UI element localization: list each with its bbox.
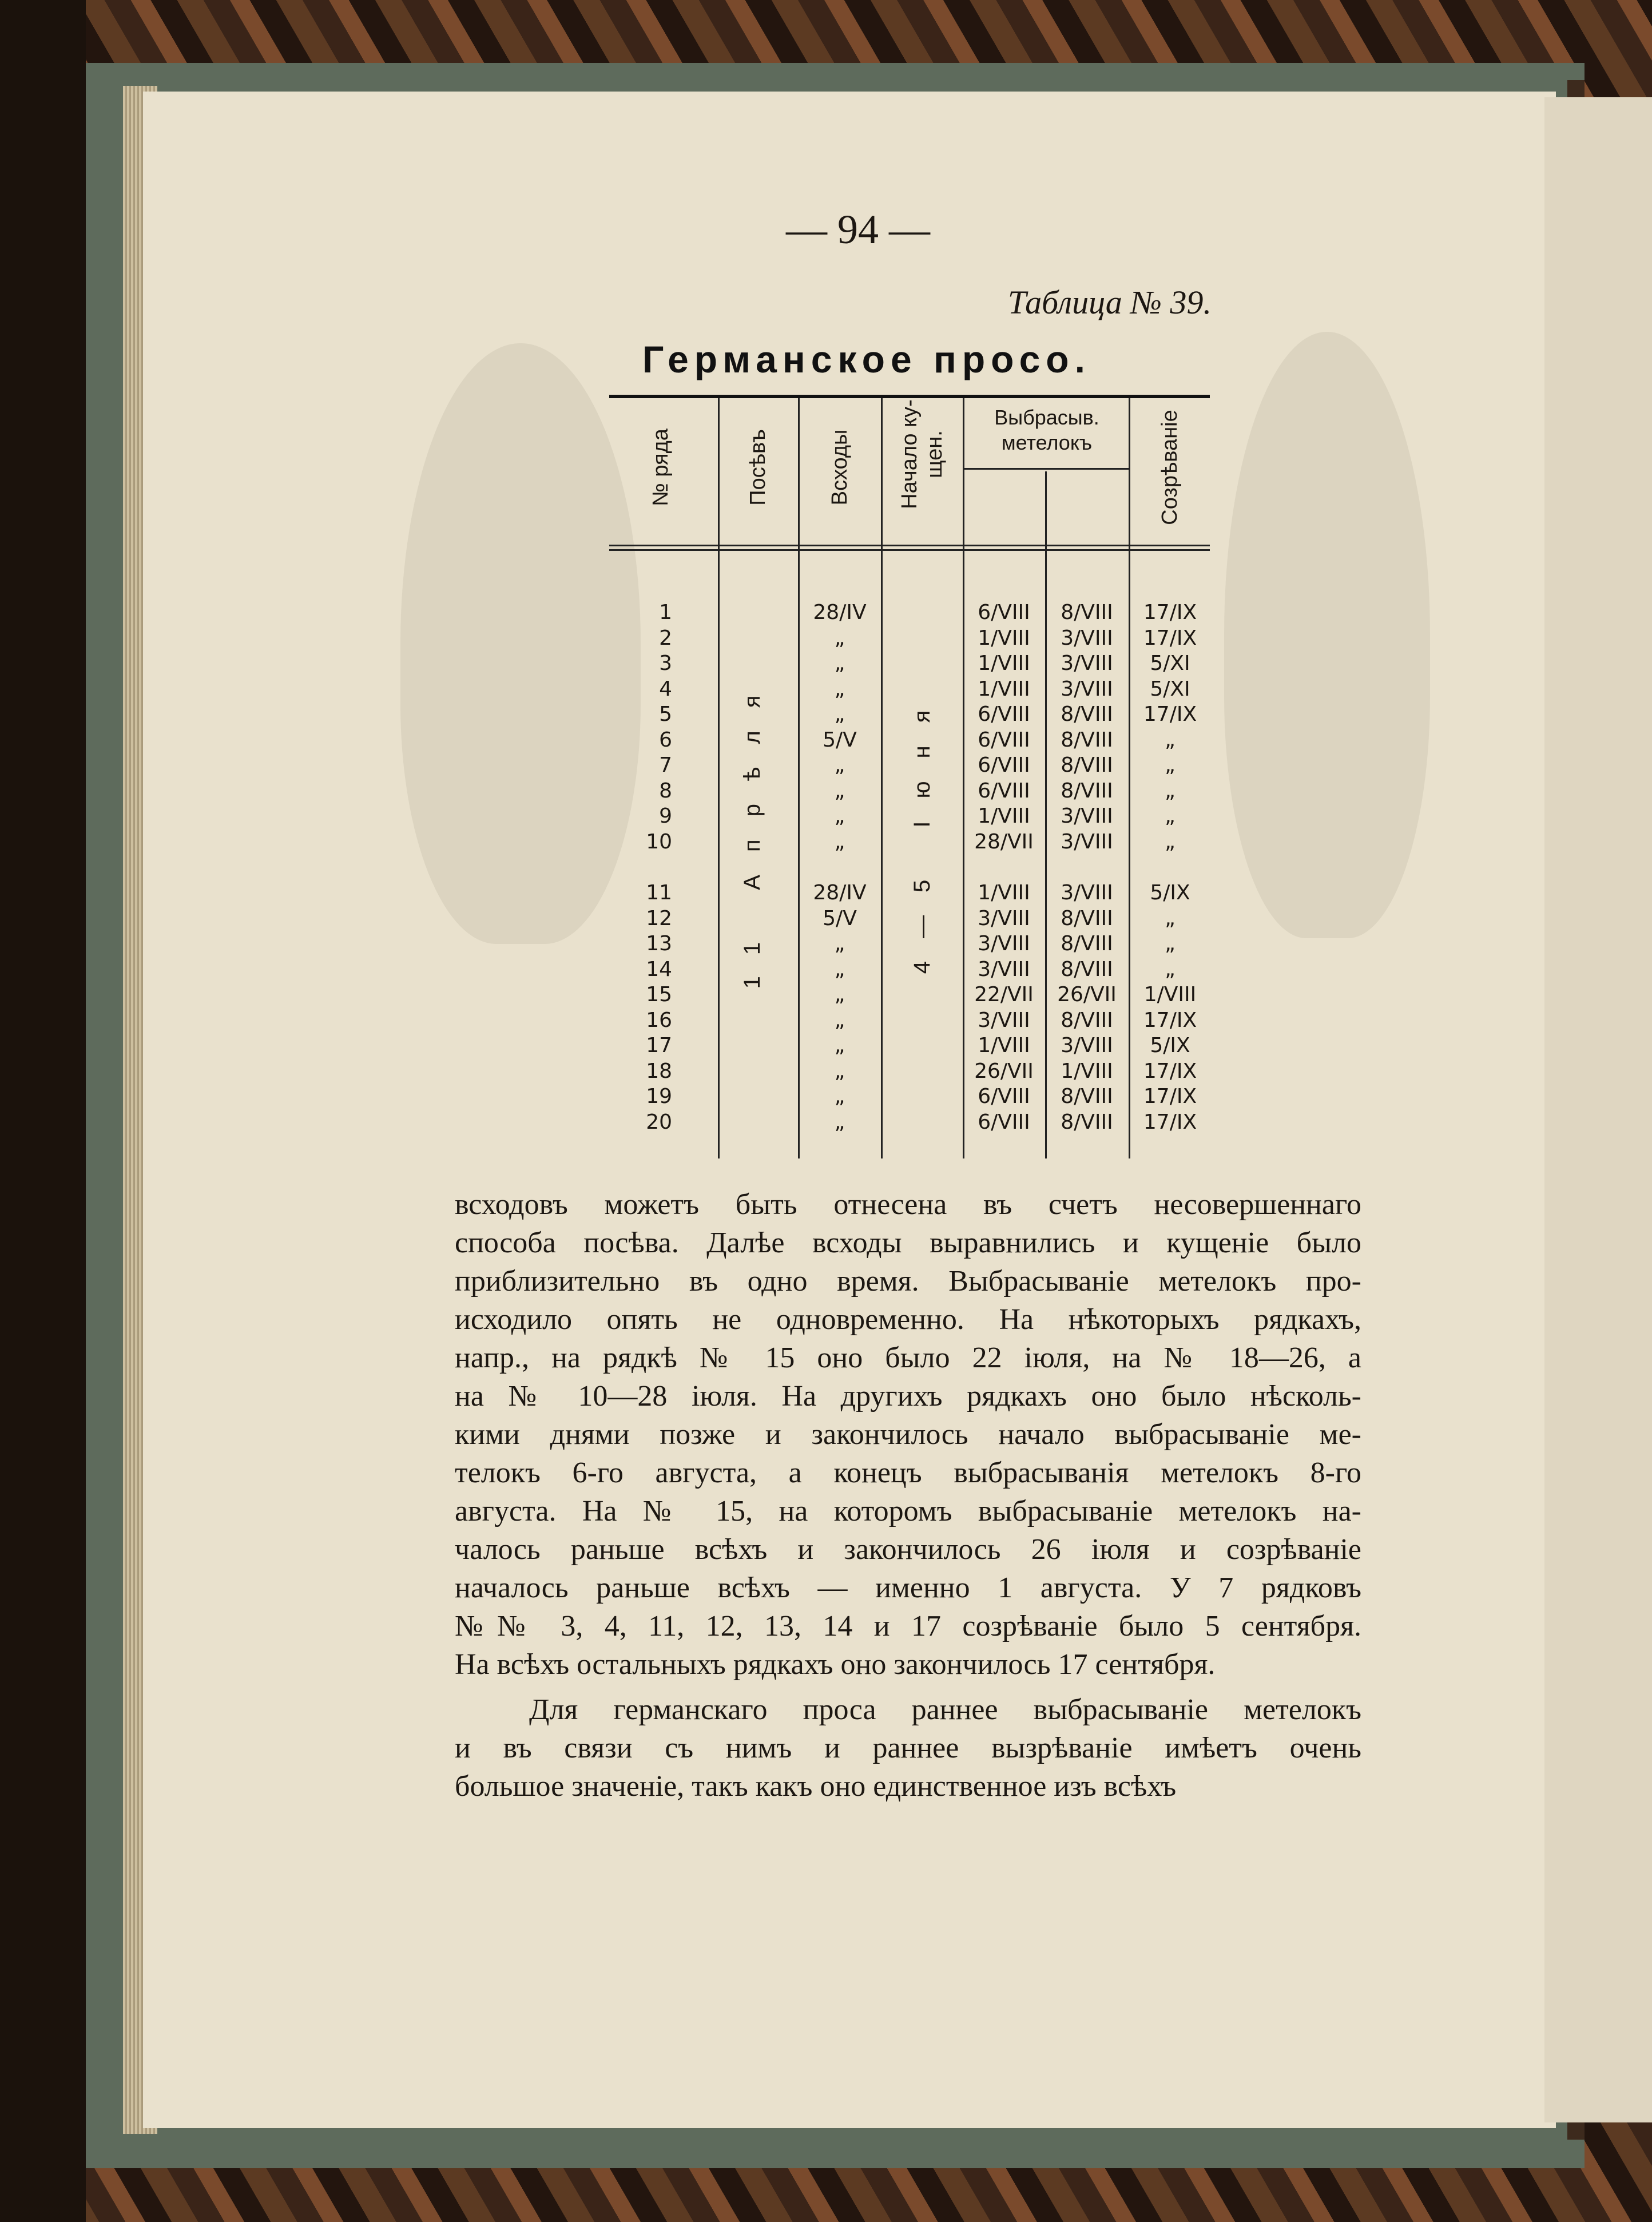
table-cell-sprouts: „ — [834, 983, 845, 1006]
table-cell-ripe: 17/IX — [1143, 1008, 1197, 1032]
table-cell-p2: 3/VIII — [1061, 830, 1113, 854]
table-cell-n: 6 — [659, 728, 672, 752]
table-cell-p2: 8/VIII — [1061, 753, 1113, 777]
table-cell-ripe: 5/XI — [1150, 652, 1190, 675]
table-cell-p2: 3/VIII — [1061, 1034, 1113, 1057]
data-table — [609, 395, 1210, 1158]
text-line: способа посѣва. Далѣе всходы выравнились и кущеніе было — [455, 1227, 1361, 1259]
text-line: всходовъ можетъ быть отнесена въ счетъ несовершеннаго — [455, 1188, 1361, 1221]
table-cell-ripe: 17/IX — [1143, 626, 1197, 650]
column-rule — [881, 398, 883, 1158]
text-line: исходило опять не одновременно. На нѣкоторыхъ рядкахъ, — [455, 1303, 1361, 1336]
table-cell-p2: 8/VIII — [1061, 1085, 1113, 1108]
text-line: началось раньше всѣхъ — именно 1 августа. У 7 рядковъ — [455, 1572, 1361, 1604]
table-cell-ripe: 17/IX — [1143, 703, 1197, 726]
table-cell-sprouts: „ — [834, 1008, 845, 1032]
table-cell-p1: 3/VIII — [978, 957, 1030, 981]
column-rule — [718, 398, 720, 1158]
table-cell-p1: 28/VII — [974, 830, 1034, 854]
table-cell-sprouts: 5/V — [823, 728, 857, 752]
table-cell-ripe: 17/IX — [1143, 1059, 1197, 1083]
text-line: Для германскаго проса раннее выбрасываніе метелокъ — [529, 1693, 1361, 1726]
table-cell-sprouts: „ — [834, 932, 845, 955]
text-line: большое значеніе, такъ какъ оно единственное изъ всѣхъ — [455, 1770, 1177, 1803]
bleedthrough-shape — [400, 343, 641, 944]
text-line: августа. На № 15, на которомъ выбрасываніе метелокъ на- — [455, 1495, 1361, 1527]
text-line: кими днями позже и закончилось начало выбрасываніе ме- — [455, 1418, 1361, 1451]
table-cell-p2: 8/VIII — [1061, 1008, 1113, 1032]
table-cell-p1: 6/VIII — [978, 728, 1030, 752]
table-number: Таблица № 39. — [1007, 284, 1212, 321]
table-cell-n: 1 — [659, 601, 672, 624]
table-cell-ripe: 17/IX — [1143, 1110, 1197, 1134]
table-cell-sprouts: „ — [834, 1034, 845, 1057]
table-cell-ripe: 17/IX — [1143, 601, 1197, 624]
table-cell-p2: 3/VIII — [1061, 881, 1113, 904]
text-line: на № 10—28 іюля. На другихъ рядкахъ оно было нѣсколь- — [455, 1380, 1361, 1412]
table-cell-sprouts: 28/IV — [813, 881, 867, 904]
table-cell-ripe: 5/IX — [1150, 881, 1190, 904]
table-cell-ripe: „ — [1165, 957, 1176, 981]
header-row-no: № ряда — [649, 428, 673, 506]
text-line: чалось раньше всѣхъ и закончилось 26 іюля и созрѣваніе — [455, 1533, 1361, 1566]
table-cell-ripe: „ — [1165, 906, 1176, 930]
table-cell-n: 15 — [646, 983, 672, 1006]
text-line: и въ связи съ нимъ и раннее вызрѣваніе имѣетъ очень — [455, 1732, 1361, 1764]
tillering-date-vertical: 4—5 Іюня — [910, 687, 935, 974]
table-cell-sprouts: „ — [834, 804, 845, 828]
table-cell-p1: 3/VIII — [978, 932, 1030, 955]
table-cell-p1: 22/VII — [974, 983, 1034, 1006]
table-cell-sprouts: „ — [834, 779, 845, 803]
table-cell-sprouts: „ — [834, 1110, 845, 1134]
text-line: №№ 3, 4, 11, 12, 13, 14 и 17 созрѣваніе было 5 сентября. — [455, 1610, 1361, 1642]
table-cell-p1: 26/VII — [974, 1059, 1034, 1083]
table-title: Германское просо. — [642, 338, 1091, 380]
facing-page-edge — [1544, 97, 1652, 2122]
table-cell-n: 20 — [646, 1110, 672, 1134]
table-cell-p1: 3/VIII — [978, 906, 1030, 930]
table-cell-n: 2 — [659, 626, 672, 650]
table-cell-p2: 3/VIII — [1061, 677, 1113, 701]
table-cell-p1: 6/VIII — [978, 753, 1030, 777]
table-cell-p2: 3/VIII — [1061, 804, 1113, 828]
table-cell-p1: 6/VIII — [978, 601, 1030, 624]
table-cell-n: 16 — [646, 1008, 672, 1032]
table-cell-p2: 8/VIII — [1061, 906, 1113, 930]
text-line: напр., на рядкѣ № 15 оно было 22 іюля, на № 18—26, а — [455, 1342, 1361, 1374]
table-cell-ripe: 17/IX — [1143, 1085, 1197, 1108]
table-cell-ripe: 5/IX — [1150, 1034, 1190, 1057]
table-cell-p1: 1/VIII — [978, 677, 1030, 701]
table-cell-p2: 26/VII — [1057, 983, 1117, 1006]
table-cell-p1: 1/VIII — [978, 804, 1030, 828]
table-cell-n: 14 — [646, 957, 672, 981]
table-cell-ripe: „ — [1165, 753, 1176, 777]
table-cell-ripe: „ — [1165, 932, 1176, 955]
table-cell-p2: 3/VIII — [1061, 652, 1113, 675]
text-line: телокъ 6-го августа, а конецъ выбрасыванія метелокъ 8-го — [455, 1457, 1361, 1489]
table-cell-n: 18 — [646, 1059, 672, 1083]
table-cell-n: 12 — [646, 906, 672, 930]
subheader-rule — [964, 468, 1130, 470]
table-cell-ripe: 5/XI — [1150, 677, 1190, 701]
table-cell-p1: 6/VIII — [978, 703, 1030, 726]
table-cell-sprouts: „ — [834, 652, 845, 675]
header-tillering: Начало ку- щен. — [898, 399, 947, 509]
table-cell-sprouts: „ — [834, 703, 845, 726]
table-cell-n: 9 — [659, 804, 672, 828]
table-cell-n: 5 — [659, 703, 672, 726]
table-cell-n: 11 — [646, 881, 672, 904]
table-cell-p1: 1/VIII — [978, 626, 1030, 650]
table-cell-p2: 3/VIII — [1061, 626, 1113, 650]
table-cell-ripe: „ — [1165, 804, 1176, 828]
table-cell-sprouts: 28/IV — [813, 601, 867, 624]
table-cell-n: 4 — [659, 677, 672, 701]
sowing-date-vertical: 11 Апрѣля — [740, 672, 765, 989]
table-cell-p2: 8/VIII — [1061, 703, 1113, 726]
table-cell-sprouts: 5/V — [823, 906, 857, 930]
table-cell-n: 10 — [646, 830, 672, 854]
table-cell-sprouts: „ — [834, 1085, 845, 1108]
table-cell-p2: 8/VIII — [1061, 1110, 1113, 1134]
table-cell-p1: 1/VIII — [978, 652, 1030, 675]
table-cell-p1: 1/VIII — [978, 1034, 1030, 1057]
table-cell-p2: 8/VIII — [1061, 932, 1113, 955]
table-cell-n: 8 — [659, 779, 672, 803]
table-cell-n: 7 — [659, 753, 672, 777]
table-cell-p1: 3/VIII — [978, 1008, 1030, 1032]
table-cell-p2: 8/VIII — [1061, 601, 1113, 624]
table-cell-p1: 6/VIII — [978, 1110, 1030, 1134]
table-cell-sprouts: „ — [834, 957, 845, 981]
text-line: приблизительно въ одно время. Выбрасываніе метелокъ про- — [455, 1265, 1361, 1298]
table-cell-sprouts: „ — [834, 753, 845, 777]
table-cell-sprouts: „ — [834, 677, 845, 701]
table-cell-n: 13 — [646, 932, 672, 955]
bleedthrough-shape — [1224, 332, 1430, 938]
table-cell-p2: 8/VIII — [1061, 779, 1113, 803]
table-cell-p1: 6/VIII — [978, 1085, 1030, 1108]
table-cell-p2: 8/VIII — [1061, 728, 1113, 752]
table-cell-n: 17 — [646, 1034, 672, 1057]
table-cell-sprouts: „ — [834, 1059, 845, 1083]
table-cell-n: 19 — [646, 1085, 672, 1108]
table-cell-p2: 8/VIII — [1061, 957, 1113, 981]
table-cell-ripe: 1/VIII — [1143, 983, 1197, 1006]
table-cell-p1: 1/VIII — [978, 881, 1030, 904]
table-cell-ripe: „ — [1165, 779, 1176, 803]
page-number: — 94 — — [786, 207, 930, 252]
table-cell-p2: 1/VIII — [1061, 1059, 1113, 1083]
table-cell-p1: 6/VIII — [978, 779, 1030, 803]
table-cell-ripe: „ — [1165, 728, 1176, 752]
dark-background — [0, 0, 86, 2222]
table-cell-n: 3 — [659, 652, 672, 675]
header-ripening: Созрѣваніе — [1158, 410, 1182, 525]
header-panicles: Выбрасыв. метелокъ — [994, 406, 1099, 454]
table-cell-sprouts: „ — [834, 626, 845, 650]
header-sowing: Посѣвъ — [746, 429, 770, 506]
text-line: На всѣхъ остальныхъ рядкахъ оно закончилось 17 сентября. — [455, 1648, 1216, 1681]
table-cell-sprouts: „ — [834, 830, 845, 854]
table-cell-ripe: „ — [1165, 830, 1176, 854]
header-sprouts: Всходы — [828, 429, 852, 506]
